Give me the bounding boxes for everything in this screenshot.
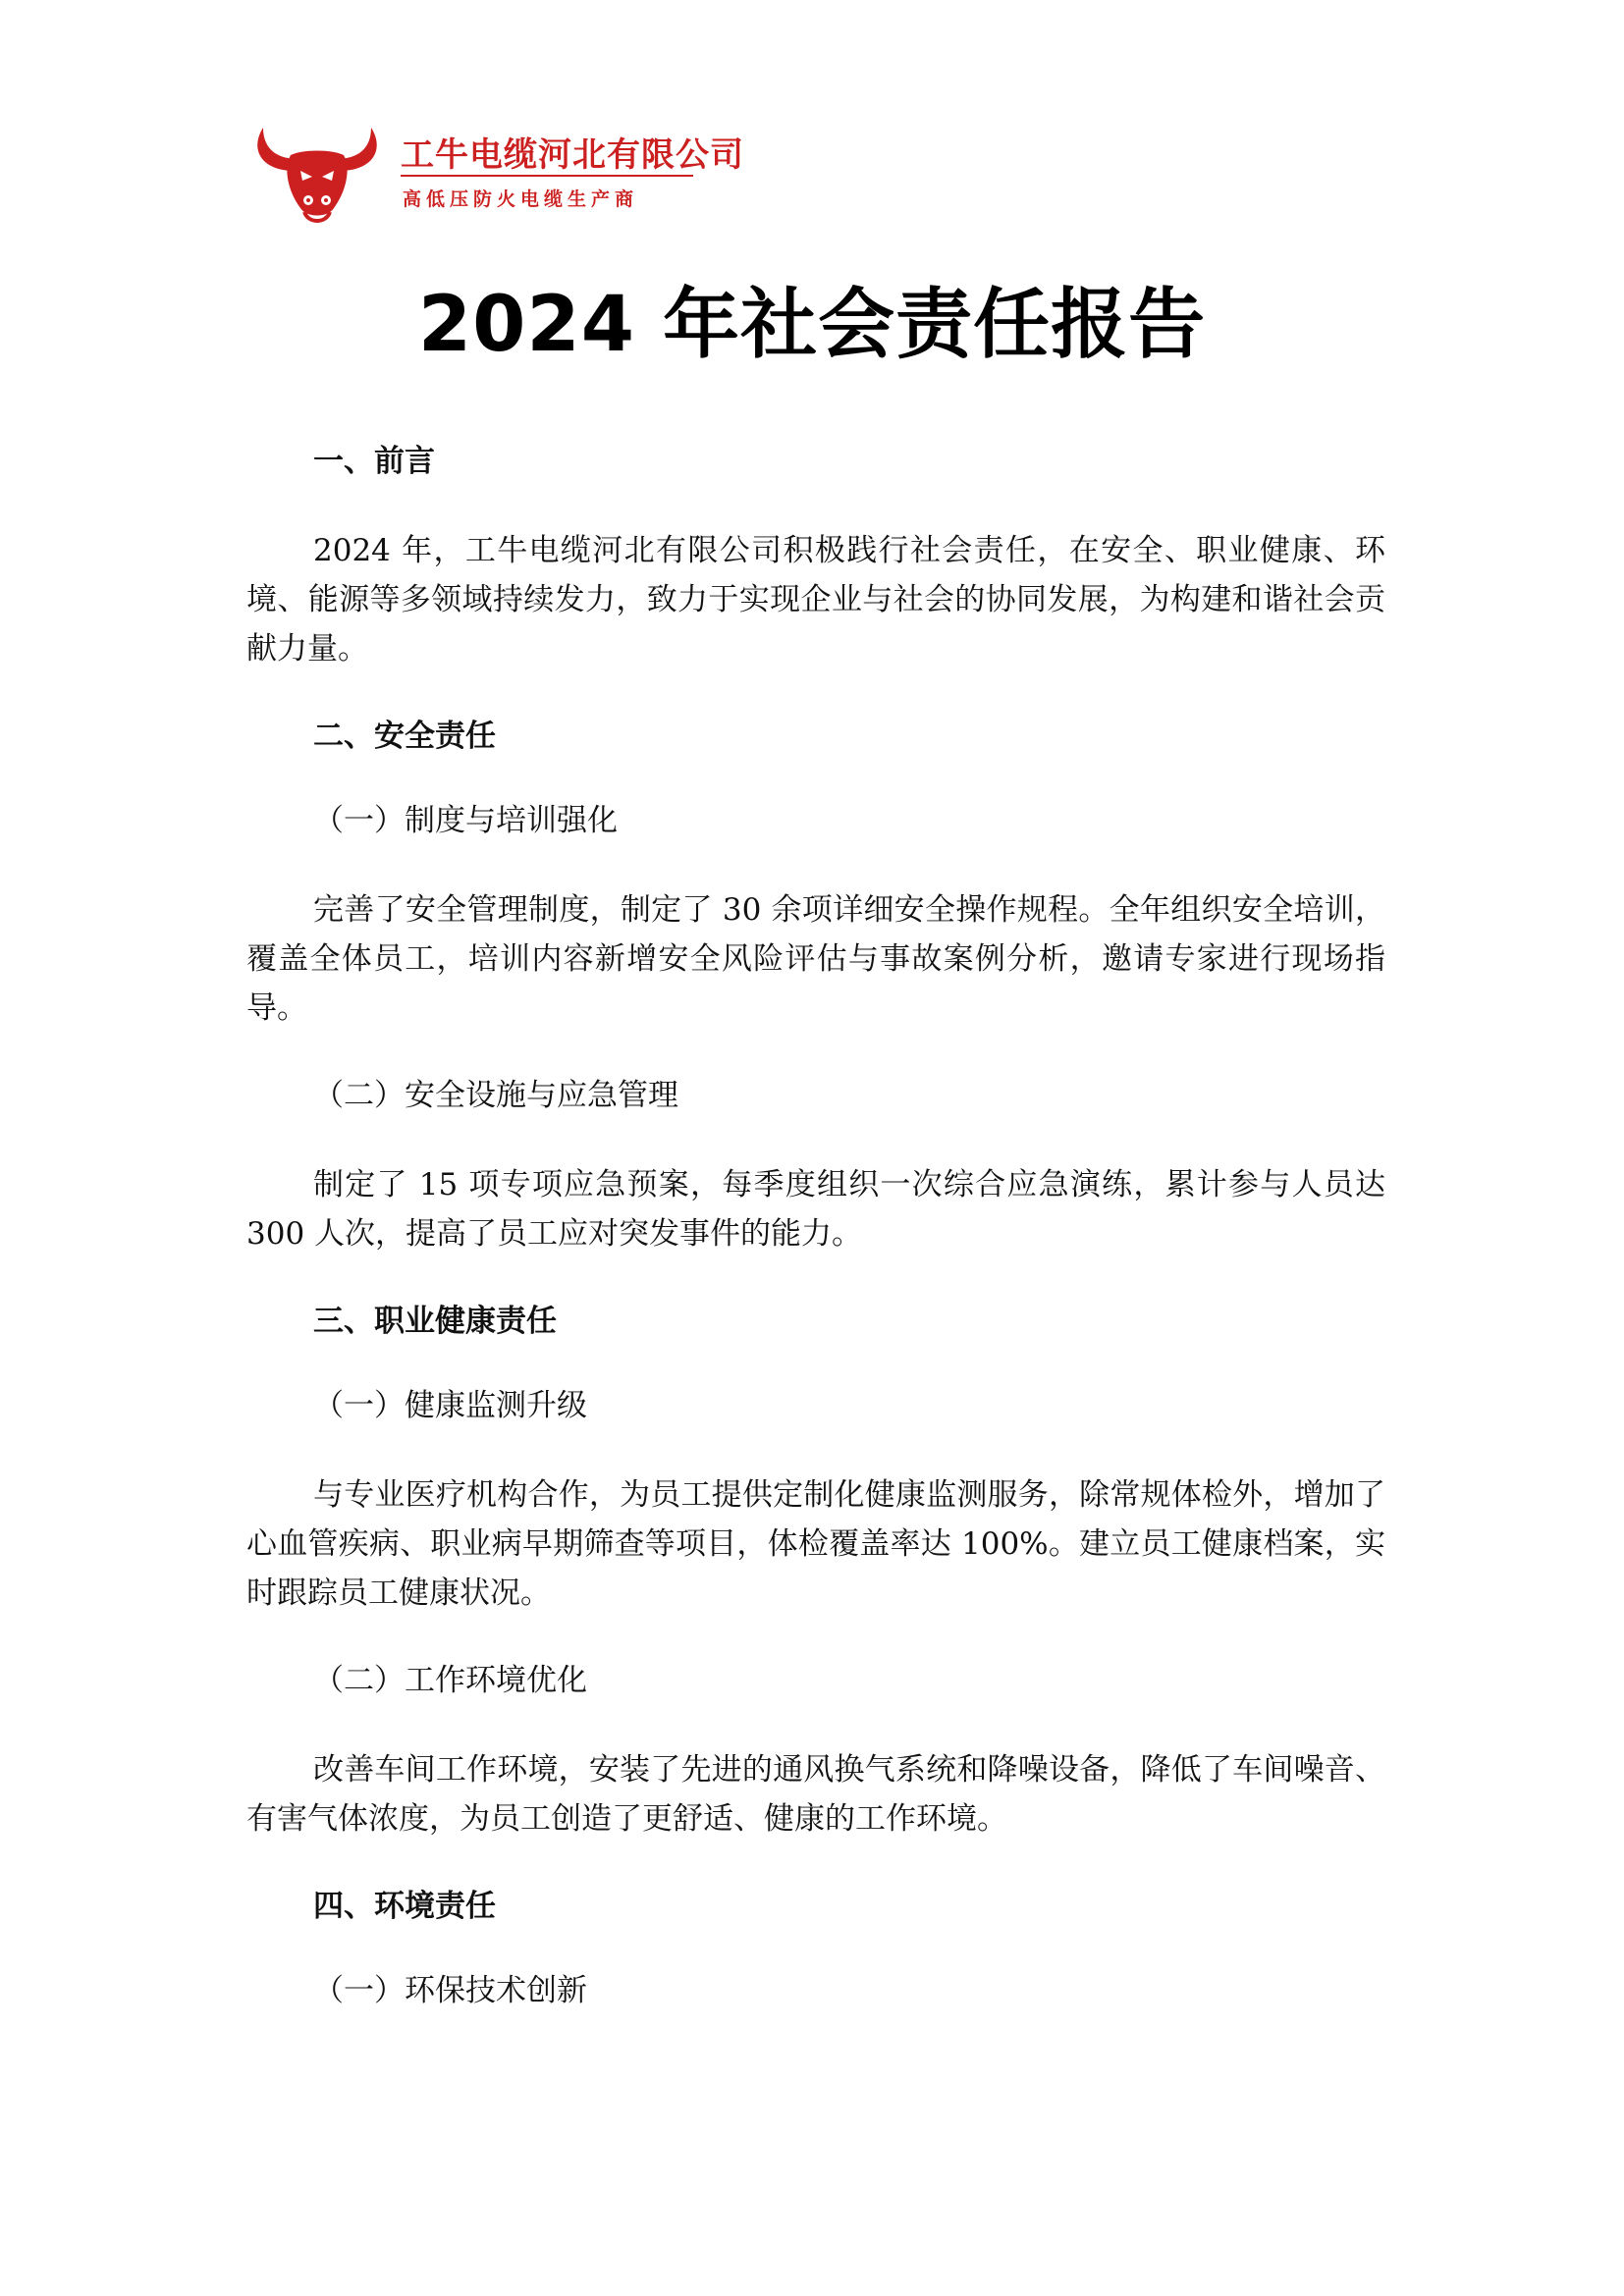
report-body (246, 442, 1385, 2056)
paragraph: 改善车间工作环境，安装了先进的通风换气系统和降噪设备，降低了车间噪音、有害气体浓度，为员工创造了更舒适、健康的工作环境。 (246, 1752, 1385, 1837)
section-heading: 四、环境责任 (313, 1889, 496, 1924)
subsection-heading: （一）制度与培训强化 (313, 803, 618, 838)
page-title: 2024 年社会责任报告 (417, 281, 1207, 369)
company-logo (244, 110, 754, 228)
section-heading: 二、安全责任 (313, 719, 496, 754)
company-name: 工牛电缆河北有限公司 (401, 135, 744, 175)
section-heading: 一、前言 (313, 444, 435, 479)
paragraph: 2024 年，工牛电缆河北有限公司积极践行社会责任，在安全、职业健康、环境、能源等多领域持续发力，致力于实现企业与社会的协同发展，为构建和谐社会贡献力量。 (246, 533, 1385, 667)
paragraph: 与专业医疗机构合作，为员工提供定制化健康监测服务，除常规体检外，增加了心血管疾病、职业病早期筛查等项目，体检覆盖率达 100%。建立员工健康档案，实时跟踪员工健康状况。 (246, 1477, 1385, 1611)
company-tagline: 高低压防火电缆生产商 (403, 188, 639, 210)
subsection-heading: （一）环保技术创新 (313, 1973, 587, 2008)
bull-head-icon (244, 110, 391, 226)
paragraph: 制定了 15 项专项应急预案，每季度组织一次综合应急演练，累计参与人员达 300 人次，提高了员工应对突发事件的能力。 (246, 1167, 1385, 1252)
subsection-heading: （二）安全设施与应急管理 (313, 1078, 678, 1113)
subsection-heading: （一）健康监测升级 (313, 1388, 587, 1423)
subsection-heading: （二）工作环境优化 (313, 1663, 587, 1698)
logo-divider (401, 175, 693, 177)
section-heading: 三、职业健康责任 (313, 1304, 557, 1339)
paragraph: 完善了安全管理制度，制定了 30 余项详细安全操作规程。全年组织安全培训，覆盖全体员工，培训内容新增安全风险评估与事故案例分析，邀请专家进行现场指导。 (246, 892, 1385, 1026)
